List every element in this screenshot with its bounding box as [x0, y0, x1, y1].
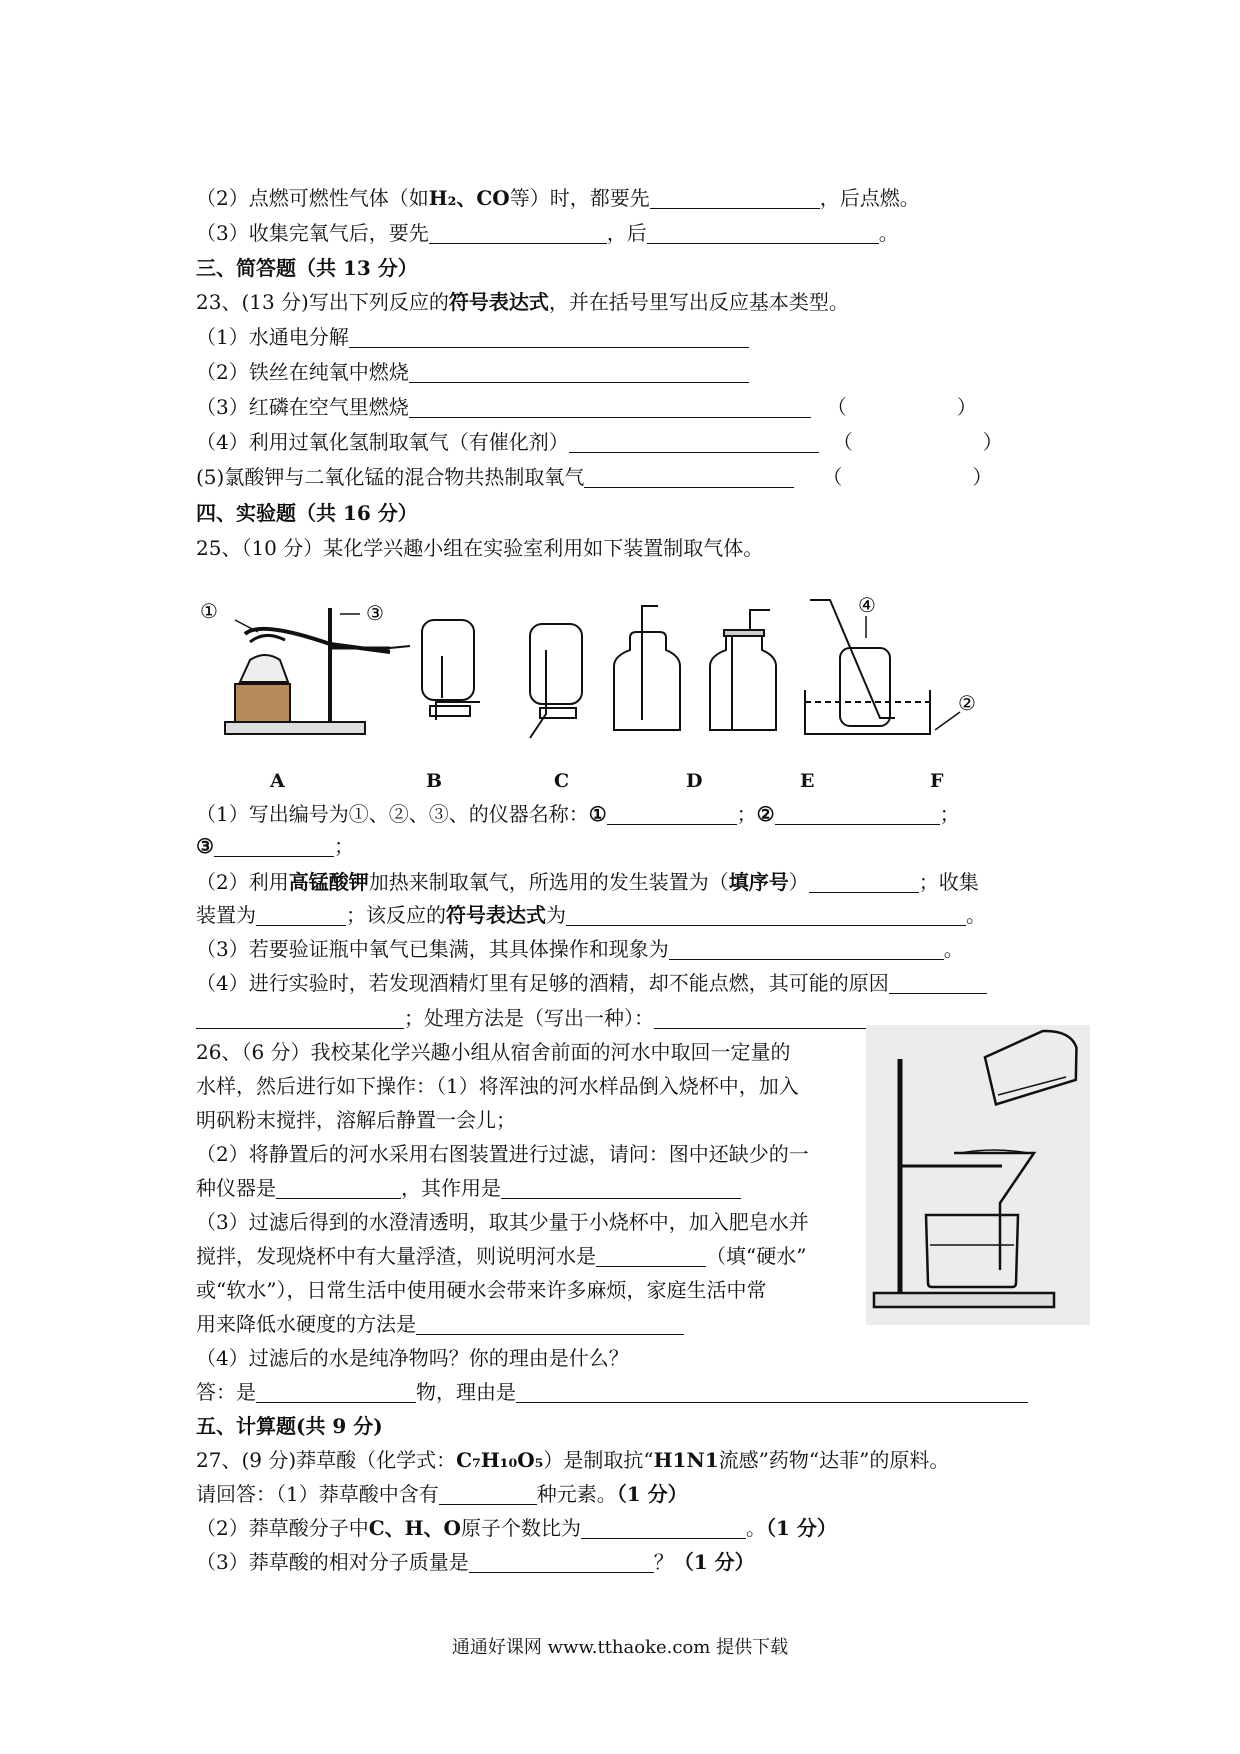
q26-line: 种仪器是 ，其作用是 [196, 1174, 741, 1202]
q26-line: 水样，然后进行如下操作：（1）将浑浊的河水样品倒入烧杯中，加入 [196, 1074, 799, 1098]
gas-bottle-icon-e [710, 632, 776, 730]
q23-item: (5)氯酸钾与二氧化锰的混合物共热制取氧气 （ ） [196, 465, 993, 489]
collecting-bottle-icon [840, 648, 890, 726]
apparatus-label: C [554, 770, 570, 792]
answer-blank[interactable] [439, 1482, 537, 1505]
q26-line: 或“软水”），日常生活中使用硬水会带来许多麻烦，家庭生活中常 [196, 1278, 767, 1302]
q25-intro: 25、（10 分）某化学兴趣小组在实验室利用如下装置制取气体。 [196, 536, 764, 560]
answer-blank[interactable] [669, 937, 944, 960]
chem-formula: C₇H₁₀O₅ [456, 1448, 544, 1472]
q23-item: （4）利用过氧化氢制取氧气（有催化剂） （ ） [196, 430, 1003, 454]
answer-blank[interactable] [809, 870, 919, 893]
alcohol-lamp-icon [240, 655, 288, 682]
answer-blank[interactable] [607, 802, 737, 825]
answer-blank[interactable] [409, 395, 811, 418]
gas-bottle-icon-b [422, 620, 474, 700]
water-trough-icon [805, 690, 930, 734]
answer-blank[interactable] [214, 834, 334, 857]
section-title: 五、计算题(共 9 分) [196, 1414, 383, 1438]
answer-blank[interactable] [349, 325, 749, 348]
answer-blank[interactable] [516, 1380, 1028, 1403]
q22-line2: （2）点燃可燃性气体（如H₂、CO等）时，都要先 ，后点燃。 [196, 186, 920, 210]
q25-part3: （3）若要验证瓶中氧气已集满，其具体操作和现象为 。 [196, 937, 964, 961]
marker-4: ④ [858, 593, 876, 617]
marker-2: ② [958, 691, 976, 715]
q26-line: （3）过滤后得到的水澄清透明，取其少量于小烧杯中，加入肥皂水并 [196, 1210, 809, 1234]
answer-blank[interactable] [581, 1516, 746, 1539]
answer-blank[interactable] [569, 430, 819, 453]
q26-line: （2）将静置后的河水采用右图装置进行过滤，请问：图中还缺少的一 [196, 1142, 809, 1166]
apparatus-label: A [270, 770, 285, 792]
chem-formula: H₂、CO [428, 186, 510, 210]
q25-part1: （1）写出编号为①、②、③、的仪器名称：① ；② ； [196, 802, 960, 826]
marker-3: ③ [366, 601, 384, 625]
q26-line: （4）过滤后的水是纯净物吗？你的理由是什么？ [196, 1346, 629, 1370]
q27-part1: 请回答：（1）莽草酸中含有 种元素。（1 分） [196, 1482, 688, 1506]
section-title: 四、实验题（共 16 分） [196, 501, 418, 525]
apparatus-label: D [686, 770, 703, 792]
marker-line-1 [235, 620, 258, 632]
answer-blank[interactable] [196, 1006, 404, 1029]
marker-line-2 [935, 712, 960, 730]
answer-blank[interactable] [647, 221, 879, 244]
section-title: 三、简答题（共 13 分） [196, 256, 418, 280]
marker-1: ① [200, 599, 218, 623]
q26-line: 答：是 物，理由是 [196, 1378, 1028, 1406]
stand-base-icon [874, 1293, 1054, 1307]
page-footer: 通通好课网 www.tthaoke.com 提供下载 [451, 1637, 789, 1658]
q23-item: （3）红磷在空气里燃烧 （ ） [196, 395, 977, 419]
q25-part2-cont: 装置为 ；该反应的符号表达式为 。 [196, 903, 986, 927]
wood-block-icon [235, 684, 290, 722]
stand-base-icon [225, 722, 365, 734]
gas-bottle-icon-c [530, 624, 582, 704]
filtration-apparatus-figure [866, 1025, 1090, 1325]
answer-blank[interactable] [429, 221, 607, 244]
q26-line: 搅拌，发现烧杯中有大量浮渣，则说明河水是 （填“硬水” [196, 1244, 807, 1268]
answer-blank[interactable] [889, 971, 987, 994]
q23-intro: 23、(13 分)写出下列反应的符号表达式，并在括号里写出反应基本类型。 [196, 290, 849, 314]
gas-bottle-icon-d [614, 632, 680, 730]
answer-blank[interactable] [256, 1380, 416, 1403]
q26-line: 明矾粉末搅拌，溶解后静置一会儿； [196, 1108, 516, 1132]
q23-item: （1）水通电分解 [196, 323, 749, 351]
q26-line: 26、（6 分）我校某化学兴趣小组从宿舍前面的河水中取回一定量的 [196, 1040, 791, 1064]
answer-blank[interactable] [469, 1550, 654, 1573]
answer-blank[interactable] [596, 1244, 706, 1267]
apparatus-label: E [800, 770, 815, 792]
answer-blank[interactable] [775, 802, 940, 825]
answer-blank[interactable] [416, 1312, 684, 1335]
q23-item: （2）铁丝在纯氧中燃烧 [196, 358, 749, 386]
answer-blank[interactable] [276, 1176, 401, 1199]
flame-icon [250, 635, 285, 642]
apparatus-label: F [930, 770, 944, 792]
q27-part2: （2）莽草酸分子中C、H、O原子个数比为 。（1 分） [196, 1516, 837, 1540]
q26-line: 用来降低水硬度的方法是 [196, 1310, 684, 1338]
q25-part4-cont: ；处理方法是（写出一种）： [196, 1004, 1004, 1032]
q27-intro: 27、(9 分)莽草酸（化学式：C₇H₁₀O₅）是制取抗“H1N1流感”药物“达菲”的原料。 [196, 1448, 950, 1472]
q25-part1-cont: ③ ； [196, 834, 354, 858]
apparatus-label: B [426, 770, 443, 792]
q25-part4: （4）进行实验时，若发现酒精灯里有足够的酒精，却不能点燃，其可能的原因 [196, 969, 987, 997]
answer-blank[interactable] [584, 465, 794, 488]
q27-part3: （3）莽草酸的相对分子质量是 ？（1 分） [196, 1550, 755, 1574]
answer-blank[interactable] [501, 1176, 741, 1199]
answer-blank[interactable] [566, 903, 966, 926]
q22-line3: （3）收集完氧气后，要先 ，后 。 [196, 221, 899, 245]
answer-blank[interactable] [256, 903, 346, 926]
answer-blank[interactable] [650, 186, 820, 209]
answer-blank[interactable] [409, 360, 749, 383]
apparatus-figure [190, 590, 1070, 750]
q25-part2: （2）利用高锰酸钾加热来制取氧气，所选用的发生装置为（填序号） ；收集 [196, 870, 979, 894]
